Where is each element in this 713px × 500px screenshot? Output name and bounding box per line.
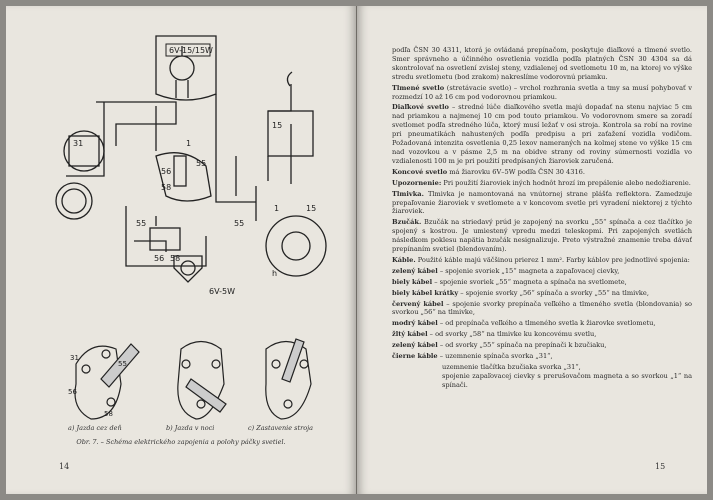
text-paragraph	[392, 179, 692, 188]
text-paragraph	[392, 300, 692, 318]
switch-stop	[266, 339, 311, 419]
sw-a-31-label: 31	[70, 354, 79, 362]
paragraph-body: Použité káble majú väčšinou prierez 1 mm². Farby káblov pre jednotlivé spojenia:	[415, 255, 690, 264]
paragraph-term: Koncové svetlo	[392, 167, 448, 176]
switch-positions	[6, 324, 356, 432]
paragraph-body: – spojenie svorky prepínača veľkého a tlmeného svetla (blondovania) so svorkou „56“ na tlmivke,	[392, 299, 692, 317]
paragraph-body: má žiarovku 6V–5W podľa ČSN 30 4316.	[447, 167, 585, 176]
paragraph-term: zelený kábel	[392, 266, 438, 275]
paragraph-term: červený kábel	[392, 299, 444, 308]
paragraph-body: Tlmivka je namontovaná na vnútornej strane plášťa reflektora. Zamedzuje prepaľovanie žiaroviek v svetlomete a v koncovom svetle pri vyradení niektorej z týchto žiaroviek.	[392, 189, 692, 216]
lamp-bottom-label: 6V-5W	[209, 287, 235, 296]
right-page	[357, 6, 707, 494]
paragraph-term: zelený kábel	[392, 341, 438, 350]
text-paragraph	[392, 103, 692, 165]
paragraph-body: – od svorky „58“ na tlmivke ku koncovému svetlu,	[427, 330, 597, 339]
paragraph-body: Pri použití žiaroviek iných hodnôt hrozí im prepálenie alebo nedožiarenie.	[441, 178, 691, 187]
paragraph-body: – spojenie svoriek „55“ magneta a spínača na svetlomete,	[432, 277, 627, 286]
paragraph-term: modrý kábel	[392, 319, 438, 328]
figure-caption: Obr. 7. – Schéma elektrického zapojenia a polohy páčky svetiel.	[76, 438, 286, 446]
text-paragraph	[392, 84, 692, 102]
caption-a: a) Jazda cez deň	[68, 424, 122, 432]
paragraph-term: Bzučák.	[392, 218, 422, 227]
paragraph-body: – spojenie svoriek „15“ magneta a zapaľovacej cievky,	[437, 266, 620, 275]
text-paragraph	[392, 330, 692, 339]
sw-a-56-label: 56	[68, 388, 77, 396]
paragraph-term: biely kábel krátky	[392, 288, 459, 297]
paragraph-term: biely kábel	[392, 277, 433, 286]
caption-c: c) Zastavenie stroja	[248, 424, 314, 432]
book-spread	[6, 6, 707, 494]
paragraph-body: (stretávacie svetlo) – vrchol rozhrania svetla a tmy sa musí pohybovať v rozmedzí 10 až 16 cm pod vodorovnou priamkou.	[392, 83, 693, 101]
paragraph-term: žltý kábel	[392, 330, 428, 339]
switch-55-label: 55	[196, 159, 207, 168]
text-paragraph	[392, 256, 692, 265]
text-paragraph	[392, 168, 692, 177]
text-paragraph	[392, 190, 692, 217]
text-paragraph	[392, 218, 692, 254]
paragraph-term: Tlmené svetlo	[392, 83, 445, 92]
paragraph-body: Bzučák na striedavý prúd je zapojený na svorku „55“ spínača a cez tlačítko je spojený s kostrou. Je umiestený vpredu medzi teleskopmi. Pri zapojených svetlách následkom poklesu napätia bzučák nesignalizuje. Preto výstražné znamenie treba dávať prepínaním svetiel (blendovaním).	[392, 218, 692, 254]
wiring-diagram	[6, 6, 356, 366]
paragraph-body: – od svorky „55“ spínača na prepínači k bzučiaku,	[437, 341, 607, 350]
paragraph-term: Tlmivka.	[392, 189, 424, 198]
paragraph-term: Káble.	[392, 255, 416, 264]
page-number-left: 14	[59, 462, 70, 471]
magneto-1-label: 1	[274, 204, 280, 213]
switch-night	[178, 342, 226, 420]
paragraph-term: čierne káble	[392, 352, 438, 361]
terminal-58-label: 58	[170, 254, 181, 263]
sub-line-2: spojenie zapaľovacej cievky s prerušovačom magneta a so svorkou „1“ na spínači.	[442, 371, 692, 389]
coil-label: 15	[272, 121, 283, 130]
switch-56-label: 56	[161, 167, 172, 176]
sub-line-1: uzemnenie tlačítka bzučiaka svorka „31“,	[442, 363, 581, 371]
switch-31-label: 31	[73, 139, 84, 148]
switch-58-label: 58	[161, 183, 172, 192]
paragraph-term: Upozornenie:	[392, 178, 442, 187]
magneto	[266, 216, 326, 276]
text-paragraph	[392, 341, 692, 350]
intro-paragraph: podľa ČSN 30 4311, ktorá je ovládaná prepínačom, poskytuje diaľkové a tlmené svetlo. Smer správneho a účinného osvetlenia vozidla podľa platných ČSN 30 4304 sa dá skontrolovať na osvetlení zvislej steny, vzdialenej od svetlometu 10 m, na ktorej vo výške stredu svetlometu (bod zrakom) nakreslíme vodorovnú priamku.	[392, 46, 692, 81]
text-paragraph	[392, 319, 692, 328]
page-number-right: 15	[655, 462, 666, 471]
magneto-h-label: h	[272, 269, 278, 278]
terminal-56-label: 56	[154, 254, 165, 263]
text-paragraph	[392, 352, 692, 361]
left-page	[6, 6, 357, 494]
terminal-55-label: 55	[136, 219, 147, 228]
magneto-55-label: 55	[234, 219, 245, 228]
caption-b: b) Jazda v noci	[166, 424, 215, 432]
switch-housing	[64, 131, 104, 171]
magneto-15-label: 15	[306, 204, 317, 213]
sw-a-58-label: 58	[104, 410, 113, 418]
text-paragraph	[392, 278, 692, 287]
paragraph-body: – uzemnenie spínača svorka „31“,	[437, 352, 553, 361]
switch-1-label: 1	[186, 139, 192, 148]
paragraph-body: – od prepínača veľkého a tlmeného svetla k žiarovke svetlometu,	[437, 319, 656, 328]
sw-a-55-label: 55	[118, 360, 127, 368]
paragraph-body: – stredné lúče diaľkového svetla majú dopadať na stenu najviac 5 cm nad priamkou a najmenej 10 cm pod touto priamkou. Vo vodorovnom smere sa zoradí svetlomet podľa stredného lúča, ktorý musí ležať v osi stroja. Kontrola sa robí na rovine pri pneumatikách nahustených podľa predpisu a pri zaťažení vozidla vodičom. Požadovaná intenzita osvetlenia 0,25 lexov nameraných na kolmej stene vo výške 15 cm nad vozovkou a v pásme 2,5 m na obidve strany od roviny súmernosti vozidla vo vzdialenosti 100 m je pri použití predpísaných žiaroviek zaručená.	[392, 103, 692, 165]
lamp-top-label: 6V-15/15W	[169, 46, 213, 55]
right-page-text	[392, 46, 692, 390]
text-paragraph	[392, 267, 692, 276]
paragraph-term: Diaľkové svetlo	[392, 103, 449, 112]
paragraph-body: – spojenie svorky „56“ spínača a svorky „55“ na tlmivke,	[458, 288, 649, 297]
switch-day	[75, 344, 139, 419]
text-paragraph	[392, 289, 692, 298]
